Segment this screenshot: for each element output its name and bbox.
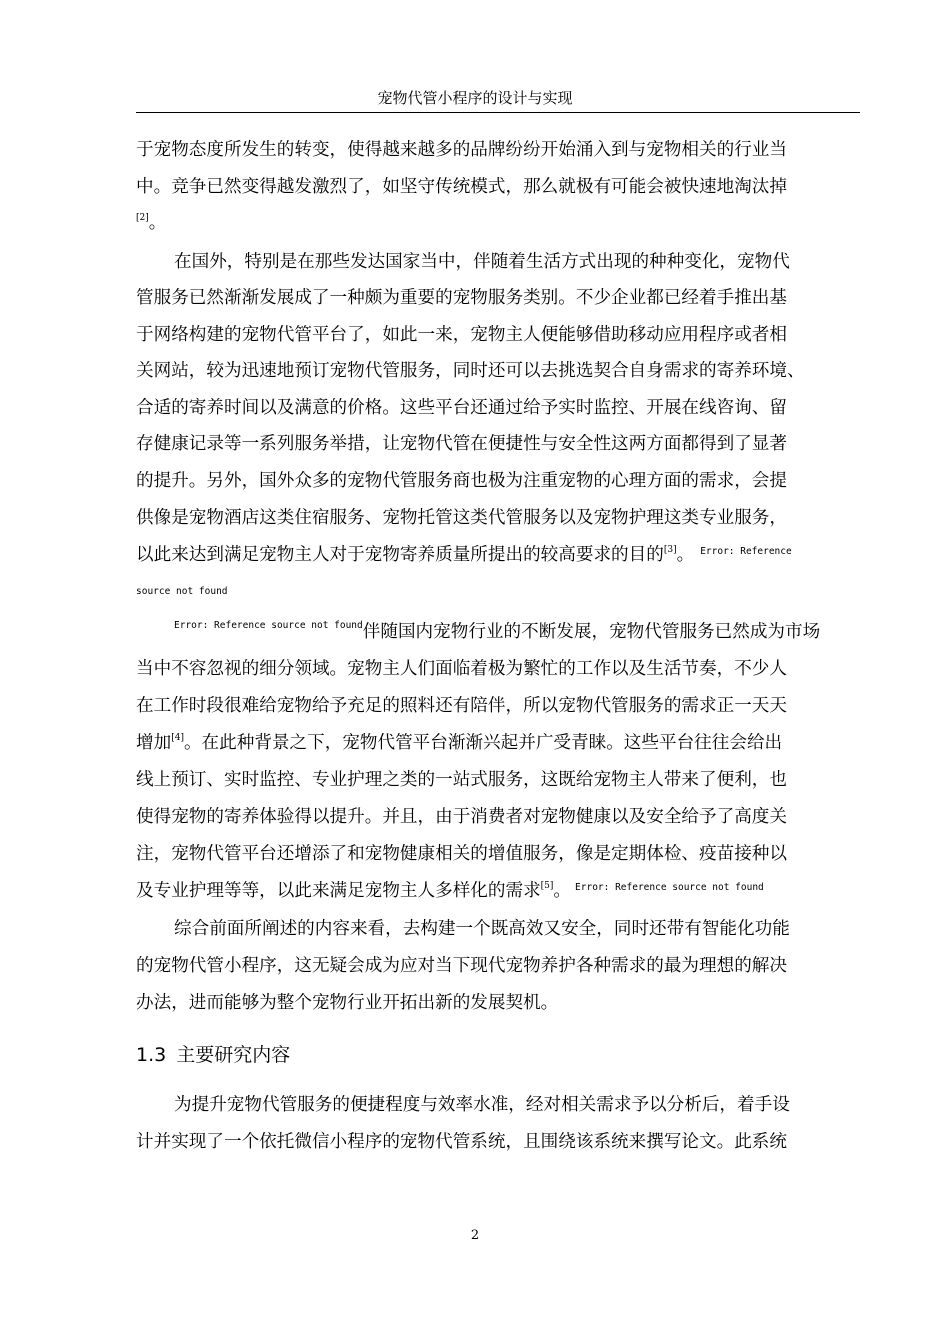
paragraph-3-end: 。: [553, 881, 572, 901]
paragraph-2-line-5: 合适的寄养时间以及满意的价格。这些平台还通过给予实时监控、开展在线咨询、留: [136, 398, 787, 418]
reference-error-lead: Error: Reference source not found: [174, 620, 363, 631]
paragraph-1-line-2: 中。竞争已然变得越发激烈了，如坚守传统模式，那么就极有可能会被快速地淘汰掉: [136, 177, 787, 197]
paragraph-2-line-7: 的提升。另外，国外众多的宠物代管服务商也极为注重宠物的心理方面的需求，会提: [136, 471, 787, 491]
paragraph-4-line-1: 综合前面所阐述的内容来看，去构建一个既高效又安全，同时还带有智能化功能: [174, 919, 790, 939]
paragraph-2-line-6: 存健康记录等一系列服务举措，让宠物代管在便捷性与安全性这两方面都得到了显著: [136, 434, 787, 454]
reference-error-end: Error: Reference source not found: [575, 882, 764, 893]
page-number: 2: [470, 1228, 480, 1243]
paragraph-5-line-1: 为提升宠物代管服务的便捷程度与效率水准，经对相关需求予以分析后，着手设: [174, 1095, 790, 1115]
reference-error-b: source not found: [136, 586, 228, 597]
paragraph-3-line-4: [136, 730, 862, 756]
paragraph-4-line-3: 办法，进而能够为整个宠物行业开拓出新的发展契机。: [136, 993, 559, 1013]
header-rule: [136, 112, 860, 113]
paragraph-3-line-4-rest: 。在此种背景之下，宠物代管平台渐渐兴起并广受青睐。这些平台往往会给出: [183, 733, 783, 753]
reference-error-a: Error: Reference: [700, 546, 792, 557]
paragraph-3-line-3: 在工作时段很难给宠物给予充足的照料还有陪伴，所以宠物代管服务的需求正一天天: [136, 696, 787, 716]
paragraph-3-line-7: 注，宠物代管平台还增添了和宠物健康相关的增值服务，像是定期体检、疫苗接种以: [136, 844, 787, 864]
paragraph-3-line-4-start: 增加: [136, 733, 172, 753]
paragraph-1-line-1: 于宠物态度所发生的转变，使得越来越多的品牌纷纷开始涌入到与宠物相关的行业当: [136, 140, 787, 160]
paragraph-2-line-3: 于网络构建的宠物代管平台了，如此一来，宠物主人便能够借助移动应用程序或者相: [136, 325, 787, 345]
paragraph-2-line-9-text: 以此来达到满足宠物主人对于宠物寄养质量所提出的较高要求的目的: [136, 545, 664, 565]
paragraph-2-line-9: [136, 542, 862, 568]
paragraph-3-line-5: 线上预订、实时监控、专业护理之类的一站式服务，这既给宠物主人带来了便利，也: [136, 770, 787, 790]
citation-2: [2]: [136, 213, 149, 223]
paragraph-5-line-2: 计并实现了一个依托微信小程序的宠物代管系统，且围绕该系统来撰写论文。此系统: [136, 1132, 787, 1152]
paragraph-3-line-2: 当中不容忽视的细分领域。宠物主人们面临着极为繁忙的工作以及生活节奏，不少人: [136, 659, 787, 679]
paragraph-2-line-8: 供像是宠物酒店这类住宿服务、宠物托管这类代管服务以及宠物护理这类专业服务，: [136, 508, 787, 528]
citation-3: [3]: [663, 545, 677, 555]
paragraph-2-end: 。: [676, 545, 695, 565]
paragraph-3-line-8: [136, 878, 862, 904]
section-heading: [136, 1041, 290, 1069]
citation-4: [4]: [171, 733, 184, 743]
paragraph-2-line-1: 在国外，特别是在那些发达国家当中，伴随着生活方式出现的种种变化，宠物代: [174, 252, 790, 272]
section-title: 主要研究内容: [176, 1044, 291, 1066]
paragraph-3-line-1: [174, 619, 862, 645]
paragraph-1-end: 。: [148, 213, 167, 233]
paragraph-2-line-4: 关网站，较为迅速地预订宠物代管服务，同时还可以去挑选契合自身需求的寄养环境、: [136, 361, 805, 381]
paragraph-4-line-2: 的宠物代管小程序，这无疑会成为应对当下现代宠物养护各种需求的最为理想的解决: [136, 956, 787, 976]
paragraph-3-line-6: 使得宠物的寄养体验得以提升。并且，由于消费者对宠物健康以及安全给予了高度关: [136, 807, 787, 827]
section-number: 1.3: [136, 1044, 167, 1066]
paragraph-3-line-8-text: 及专业护理等等，以此来满足宠物主人多样化的需求: [136, 881, 541, 901]
paragraph-2-line-2: 管服务已然渐渐发展成了一种颇为重要的宠物服务类别。不少企业都已经着手推出基: [136, 288, 787, 308]
citation-5: [5]: [540, 881, 554, 891]
paragraph-3-line-1-text: 伴随国内宠物行业的不断发展，宠物代管服务已然成为市场: [362, 622, 821, 642]
paragraph-1-line-3: [136, 210, 862, 236]
running-header: 宠物代管小程序的设计与实现: [377, 89, 573, 107]
